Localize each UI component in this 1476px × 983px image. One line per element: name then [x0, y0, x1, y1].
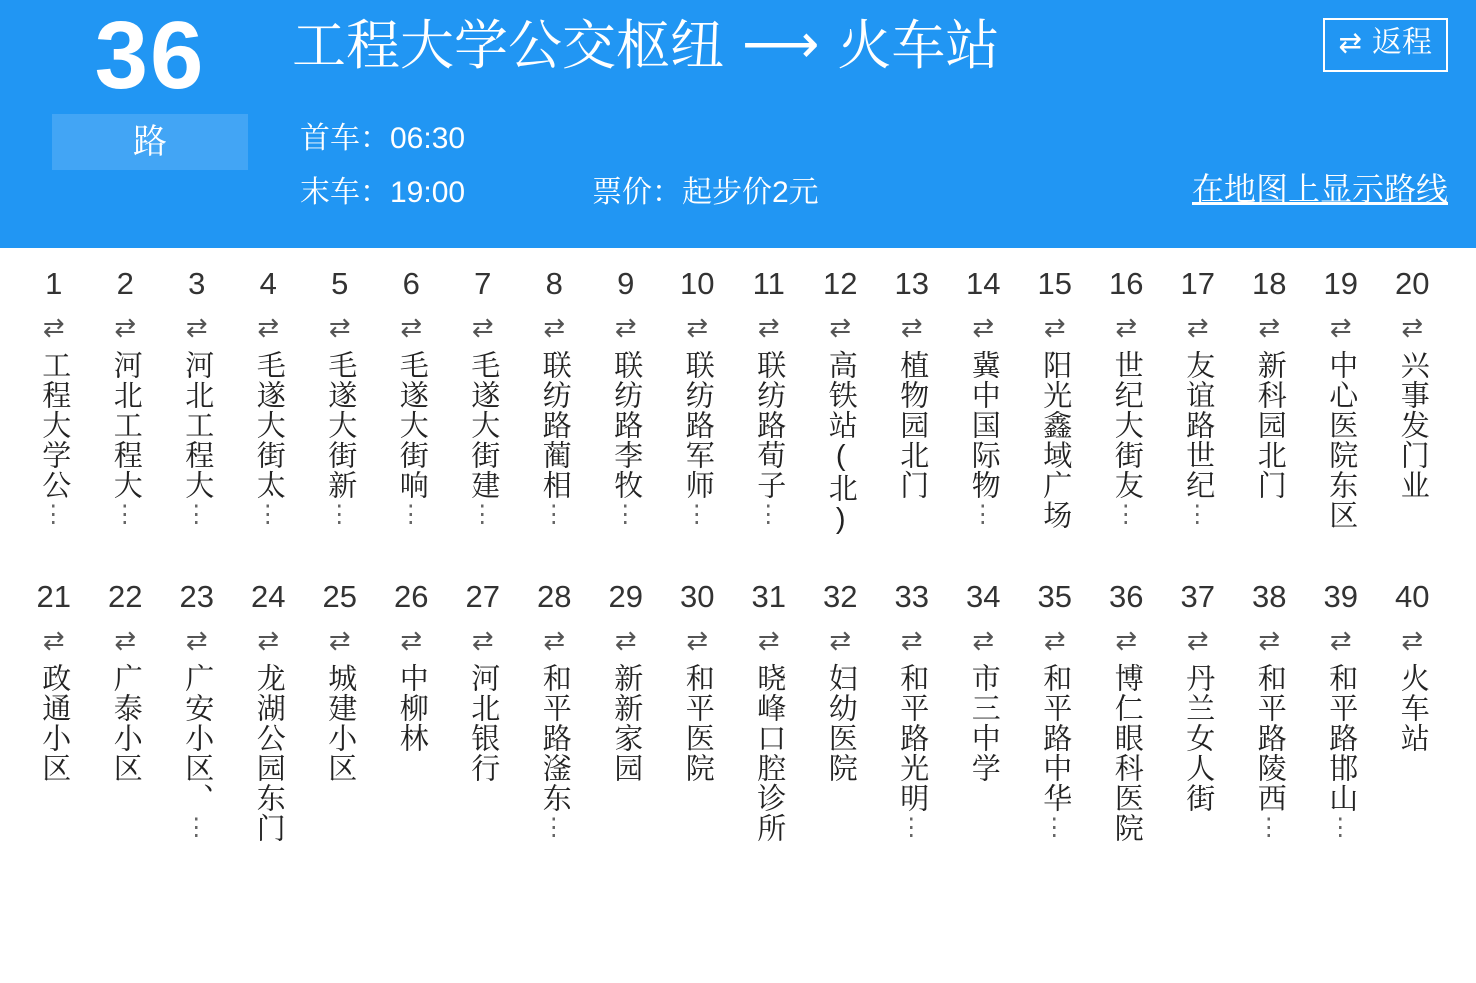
- bidirectional-arrow-icon: ⇄: [1401, 312, 1424, 342]
- bidirectional-arrow-icon: ⇄: [543, 625, 566, 655]
- bidirectional-arrow-icon: ⇄: [1329, 625, 1352, 655]
- stop-index: 19: [1323, 266, 1358, 301]
- stop-name: 植物园北门: [896, 350, 929, 500]
- stop-item[interactable]: [733, 575, 805, 868]
- stop-item[interactable]: [805, 575, 877, 868]
- stop-index: 36: [1109, 579, 1144, 614]
- fare-info: [592, 166, 819, 220]
- stop-name: 联纺路军师: [681, 350, 714, 500]
- route-unit: 路: [52, 114, 248, 170]
- stop-name: 新新家园: [610, 663, 643, 783]
- stop-item[interactable]: [876, 262, 948, 561]
- stop-name-truncation-icon: ⋮: [1256, 814, 1282, 841]
- bidirectional-arrow-icon: ⇄: [471, 312, 494, 342]
- bidirectional-arrow-icon: ⇄: [757, 625, 780, 655]
- stop-index: 13: [894, 266, 929, 301]
- stop-name: 火车站: [1396, 663, 1429, 753]
- bidirectional-arrow-icon: ⇄: [1401, 625, 1424, 655]
- bidirectional-arrow-icon: ⇄: [185, 312, 208, 342]
- stop-item[interactable]: [948, 575, 1020, 868]
- stop-index: 20: [1395, 266, 1430, 301]
- stop-item[interactable]: [1091, 575, 1163, 868]
- stop-name: 博仁眼科医院: [1110, 663, 1143, 843]
- first-bus-time: 06:30: [390, 122, 466, 155]
- stop-index: 34: [966, 579, 1001, 614]
- route-header: [0, 0, 1476, 248]
- bidirectional-arrow-icon: ⇄: [543, 312, 566, 342]
- stop-name-truncation-icon: ⋮: [756, 501, 782, 528]
- bidirectional-arrow-icon: ⇄: [114, 312, 137, 342]
- service-times: [300, 112, 465, 220]
- stop-index: 30: [680, 579, 715, 614]
- stop-index: 9: [617, 266, 635, 301]
- stop-index: 1: [45, 266, 63, 301]
- stop-name: 市三中学: [967, 663, 1000, 783]
- bidirectional-arrow-icon: ⇄: [114, 625, 137, 655]
- stop-name: 中柳林: [395, 663, 428, 753]
- stop-name-truncation-icon: ⋮: [613, 501, 639, 528]
- stop-index: 11: [752, 266, 785, 301]
- stop-name-truncation-icon: ⋮: [327, 501, 353, 528]
- stop-item[interactable]: [18, 575, 90, 868]
- show-route-on-map-link[interactable]: 在地图上显示路线: [1191, 171, 1448, 207]
- stop-index: 4: [259, 266, 277, 301]
- stop-index: 27: [465, 579, 500, 614]
- stop-item[interactable]: [1234, 262, 1306, 561]
- stop-name: 广泰小区: [109, 663, 142, 783]
- stop-index: 14: [966, 266, 1001, 301]
- stop-index: 15: [1037, 266, 1072, 301]
- stop-index: 26: [394, 579, 429, 614]
- stop-name-truncation-icon: ⋮: [255, 501, 281, 528]
- bidirectional-arrow-icon: ⇄: [614, 625, 637, 655]
- stop-item[interactable]: [662, 575, 734, 868]
- stop-index: 23: [179, 579, 214, 614]
- stop-name-truncation-icon: ⋮: [398, 501, 424, 528]
- stop-index: 24: [251, 579, 286, 614]
- stop-name: 毛遂大街太: [252, 350, 285, 500]
- stop-name: 友谊路世纪: [1182, 350, 1215, 500]
- stop-index: 12: [823, 266, 858, 301]
- stop-name-truncation-icon: ⋮: [184, 814, 210, 841]
- stop-name: 河北工程大: [181, 350, 214, 500]
- stop-name: 政通小区: [38, 663, 71, 783]
- bidirectional-arrow-icon: ⇄: [1186, 312, 1209, 342]
- bidirectional-arrow-icon: ⇄: [1115, 312, 1138, 342]
- stop-item[interactable]: [1377, 575, 1449, 868]
- stop-index: 10: [680, 266, 715, 301]
- stop-name: 联纺路荀子: [753, 350, 786, 500]
- stop-name-truncation-icon: ⋮: [541, 814, 567, 841]
- stop-index: 18: [1252, 266, 1287, 301]
- bidirectional-arrow-icon: ⇄: [185, 625, 208, 655]
- stop-index: 6: [402, 266, 420, 301]
- stop-index: 33: [894, 579, 929, 614]
- stop-index: 16: [1109, 266, 1144, 301]
- stop-item[interactable]: [1019, 575, 1091, 868]
- reverse-direction-label: 返程: [1372, 26, 1432, 59]
- bidirectional-arrow-icon: ⇄: [1115, 625, 1138, 655]
- stop-index: 40: [1395, 579, 1430, 614]
- stop-item[interactable]: [1019, 262, 1091, 561]
- stop-item[interactable]: [590, 262, 662, 561]
- stop-index: 39: [1323, 579, 1358, 614]
- bidirectional-arrow-icon: ⇄: [471, 625, 494, 655]
- stop-name: 毛遂大街新: [324, 350, 357, 500]
- stop-name: 广安小区、: [181, 663, 214, 813]
- stop-name: 联纺路蔺相: [538, 350, 571, 500]
- stop-name: 冀中国际物: [967, 350, 1000, 500]
- bidirectional-arrow-icon: ⇄: [400, 312, 423, 342]
- bidirectional-arrow-icon: ⇄: [614, 312, 637, 342]
- first-bus-row: [300, 112, 465, 166]
- bidirectional-arrow-icon: ⇄: [900, 625, 923, 655]
- bidirectional-arrow-icon: ⇄: [686, 625, 709, 655]
- stop-index: 21: [36, 579, 71, 614]
- stop-name-truncation-icon: ⋮: [1185, 501, 1211, 528]
- bidirectional-arrow-icon: ⇄: [257, 312, 280, 342]
- route-destination: 火车站: [837, 16, 1000, 76]
- stop-name: 河北工程大: [109, 350, 142, 500]
- stop-item[interactable]: [447, 575, 519, 868]
- stop-name: 妇幼医院: [824, 663, 857, 783]
- bidirectional-arrow-icon: ⇄: [42, 312, 65, 342]
- bidirectional-arrow-icon: ⇄: [328, 625, 351, 655]
- stop-name: 和平路光明: [896, 663, 929, 813]
- fare-value: 起步价2元: [682, 176, 819, 209]
- bidirectional-arrow-icon: ⇄: [400, 625, 423, 655]
- stop-item[interactable]: [233, 575, 305, 868]
- stop-index: 25: [322, 579, 357, 614]
- stop-index: 17: [1180, 266, 1215, 301]
- bidirectional-arrow-icon: ⇄: [1258, 312, 1281, 342]
- stop-item[interactable]: [519, 575, 591, 868]
- bidirectional-arrow-icon: ⇄: [1043, 625, 1066, 655]
- stop-index: 38: [1252, 579, 1287, 614]
- stop-name: 和平路邯山: [1325, 663, 1358, 813]
- swap-icon: ⇄: [1338, 27, 1362, 58]
- stop-name-truncation-icon: ⋮: [470, 501, 496, 528]
- stop-item[interactable]: [805, 262, 877, 561]
- stop-name: 工程大学公: [38, 350, 71, 500]
- bidirectional-arrow-icon: ⇄: [328, 312, 351, 342]
- last-bus-label: 末车：: [300, 176, 390, 209]
- stop-item[interactable]: [1305, 575, 1377, 868]
- stop-name: 兴事发门业: [1396, 350, 1429, 500]
- stop-item[interactable]: [304, 575, 376, 868]
- bidirectional-arrow-icon: ⇄: [1329, 312, 1352, 342]
- stop-name: 和平路中华: [1039, 663, 1072, 813]
- reverse-direction-button[interactable]: [1323, 18, 1448, 72]
- bidirectional-arrow-icon: ⇄: [972, 625, 995, 655]
- stop-name-truncation-icon: ⋮: [41, 501, 67, 528]
- stop-item[interactable]: [519, 262, 591, 561]
- stop-name-truncation-icon: ⋮: [112, 501, 138, 528]
- stop-item[interactable]: [161, 575, 233, 868]
- route-badge: [52, 4, 248, 170]
- stop-name: 和平医院: [681, 663, 714, 783]
- stop-index: 7: [474, 266, 492, 301]
- stop-item[interactable]: [733, 262, 805, 561]
- stop-index: 2: [116, 266, 134, 301]
- stop-name-truncation-icon: ⋮: [899, 814, 925, 841]
- stop-item[interactable]: [1377, 262, 1449, 561]
- stop-index: 29: [608, 579, 643, 614]
- bidirectional-arrow-icon: ⇄: [42, 625, 65, 655]
- stop-name: 中心医院东区: [1325, 350, 1358, 530]
- stop-item[interactable]: [304, 262, 376, 561]
- stop-index: 3: [188, 266, 206, 301]
- stop-item[interactable]: [90, 575, 162, 868]
- stop-item[interactable]: [90, 262, 162, 561]
- stop-index: 8: [545, 266, 563, 301]
- stop-name: 联纺路李牧: [610, 350, 643, 500]
- stop-name: 龙湖公园东门: [252, 663, 285, 843]
- stop-name-truncation-icon: ⋮: [184, 501, 210, 528]
- route-title: [292, 10, 999, 86]
- stop-index: 5: [331, 266, 349, 301]
- route-number: 36: [94, 2, 206, 109]
- stop-name: 毛遂大街响: [395, 350, 428, 500]
- bidirectional-arrow-icon: ⇄: [257, 625, 280, 655]
- stop-item[interactable]: [18, 262, 90, 561]
- stop-item[interactable]: [1091, 262, 1163, 561]
- bidirectional-arrow-icon: ⇄: [900, 312, 923, 342]
- stop-name: 世纪大街友: [1110, 350, 1143, 500]
- last-bus-time: 19:00: [390, 176, 466, 209]
- stop-name: 高铁站(北): [824, 350, 857, 536]
- stop-name: 河北银行: [467, 663, 500, 783]
- bidirectional-arrow-icon: ⇄: [1186, 625, 1209, 655]
- first-bus-label: 首车：: [300, 122, 390, 155]
- stop-item[interactable]: [876, 575, 948, 868]
- stop-name-truncation-icon: ⋮: [1328, 814, 1354, 841]
- last-bus-row: [300, 166, 465, 220]
- stop-item[interactable]: [447, 262, 519, 561]
- stop-index: 22: [108, 579, 143, 614]
- stop-item[interactable]: [1162, 262, 1234, 561]
- bidirectional-arrow-icon: ⇄: [1043, 312, 1066, 342]
- stop-index: 31: [751, 579, 786, 614]
- stop-index: 35: [1037, 579, 1072, 614]
- fare-label: 票价：: [592, 176, 682, 209]
- stop-row: [0, 262, 1476, 561]
- stop-index: 32: [823, 579, 858, 614]
- bidirectional-arrow-icon: ⇄: [972, 312, 995, 342]
- bidirectional-arrow-icon: ⇄: [686, 312, 709, 342]
- stop-item[interactable]: [590, 575, 662, 868]
- stop-name-truncation-icon: ⋮: [1042, 814, 1068, 841]
- stop-name: 丹兰女人街: [1182, 663, 1215, 813]
- stop-name: 新科园北门: [1253, 350, 1286, 500]
- stop-item[interactable]: [376, 575, 448, 868]
- stop-row: [0, 575, 1476, 868]
- stop-item[interactable]: [1305, 262, 1377, 561]
- stop-name: 和平路滏东: [538, 663, 571, 813]
- stop-item[interactable]: [161, 262, 233, 561]
- bidirectional-arrow-icon: ⇄: [829, 625, 852, 655]
- stop-name-truncation-icon: ⋮: [541, 501, 567, 528]
- stop-name: 城建小区: [324, 663, 357, 783]
- stop-name-truncation-icon: ⋮: [970, 501, 996, 528]
- stop-item[interactable]: [662, 262, 734, 561]
- bidirectional-arrow-icon: ⇄: [829, 312, 852, 342]
- bidirectional-arrow-icon: ⇄: [1258, 625, 1281, 655]
- stop-name: 晓峰口腔诊所: [753, 663, 786, 843]
- stop-item[interactable]: [948, 262, 1020, 561]
- stop-name: 和平路陵西: [1253, 663, 1286, 813]
- stops-section: [0, 248, 1476, 868]
- stop-index: 37: [1180, 579, 1215, 614]
- stop-item[interactable]: [233, 262, 305, 561]
- route-origin: 工程大学公交枢纽: [292, 16, 724, 76]
- stop-name-truncation-icon: ⋮: [1113, 501, 1139, 528]
- stop-name: 毛遂大街建: [467, 350, 500, 500]
- stop-name: 阳光鑫域广场: [1039, 350, 1072, 530]
- direction-arrow-icon: ⟶: [742, 13, 820, 74]
- bidirectional-arrow-icon: ⇄: [757, 312, 780, 342]
- stop-item[interactable]: [376, 262, 448, 561]
- stop-name-truncation-icon: ⋮: [684, 501, 710, 528]
- stop-item[interactable]: [1234, 575, 1306, 868]
- stop-item[interactable]: [1162, 575, 1234, 868]
- stop-index: 28: [537, 579, 572, 614]
